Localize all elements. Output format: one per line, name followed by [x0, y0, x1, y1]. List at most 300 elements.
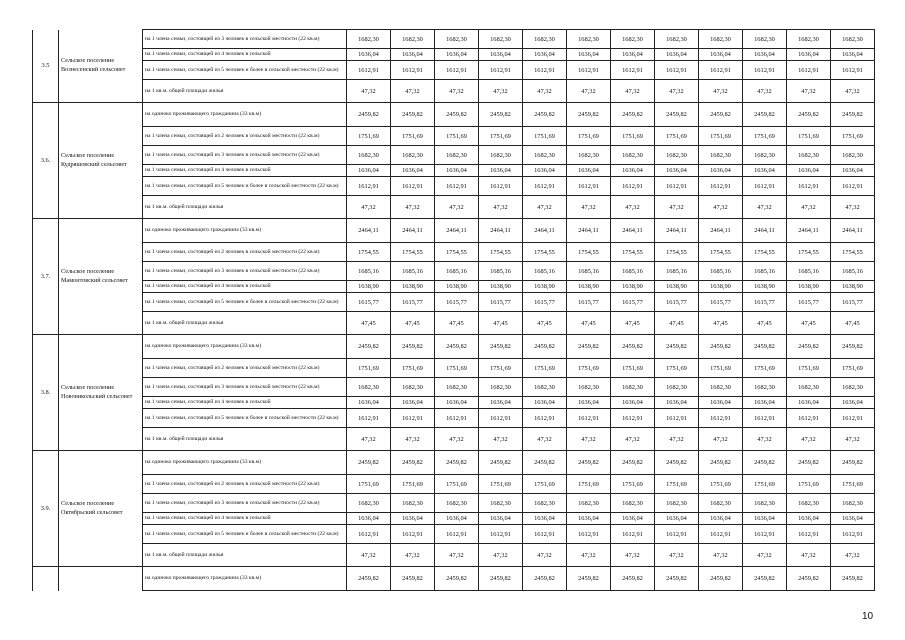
tariff-table — [32, 29, 875, 591]
rate-value: 47,32 — [787, 196, 831, 219]
row-label: на одиноко проживающего гражданина (33 кв.м) — [143, 103, 347, 127]
rate-value: 1754,55 — [743, 243, 787, 262]
rate-value: 1612,91 — [523, 61, 567, 80]
rate-value: 2464,11 — [611, 219, 655, 243]
rate-value: 47,32 — [699, 544, 743, 567]
rate-value: 1685,16 — [567, 262, 611, 281]
rate-value: 47,45 — [743, 312, 787, 335]
rate-value: 47,32 — [787, 428, 831, 451]
rate-value: 47,32 — [479, 196, 523, 219]
rate-value: 1685,16 — [479, 262, 523, 281]
row-label: на 1 члена семьи, состоящей из 2 человек в сельской местности (22 кв.м) — [143, 127, 347, 146]
rate-value: 47,32 — [655, 428, 699, 451]
rate-value: 2459,82 — [567, 451, 611, 475]
rate-value: 1638,90 — [479, 281, 523, 293]
row-label: на 1 члена семьи, состоящей из 5 человек и более в сельской местности (22 кв.м) — [143, 409, 347, 428]
rate-value: 1682,30 — [479, 378, 523, 397]
table-row — [33, 451, 875, 475]
rate-value: 1751,69 — [391, 359, 435, 378]
row-label: на 1 члена семьи, состоящей из 4 человек в сельской — [143, 281, 347, 293]
rate-value: 1751,69 — [699, 127, 743, 146]
rate-value: 2459,82 — [831, 451, 875, 475]
rate-value: 1751,69 — [743, 127, 787, 146]
rate-value: 1636,04 — [787, 397, 831, 409]
row-label: на 1 члена семьи, состоящей из 5 человек и более в сельской местности (22 кв.м) — [143, 525, 347, 544]
rate-value: 1615,77 — [787, 293, 831, 312]
rate-value: 1685,16 — [699, 262, 743, 281]
rate-value: 1612,91 — [391, 525, 435, 544]
rate-value: 1751,69 — [787, 127, 831, 146]
rate-value: 1636,04 — [699, 513, 743, 525]
rate-value: 2459,82 — [787, 567, 831, 591]
rate-value: 1682,30 — [831, 494, 875, 513]
rate-value: 1615,77 — [435, 293, 479, 312]
rate-value: 1638,90 — [743, 281, 787, 293]
rate-value: 47,32 — [611, 80, 655, 103]
rate-value: 1682,30 — [567, 30, 611, 49]
rate-value: 47,32 — [479, 428, 523, 451]
rate-value: 1682,30 — [523, 146, 567, 165]
rate-value: 1636,04 — [699, 49, 743, 61]
row-label: на 1 кв.м. общей площади жилья — [143, 312, 347, 335]
rate-value: 1682,30 — [611, 494, 655, 513]
rate-value: 47,32 — [831, 428, 875, 451]
rate-value: 47,32 — [655, 196, 699, 219]
rate-value: 1612,91 — [655, 409, 699, 428]
rate-value: 1636,04 — [435, 165, 479, 177]
rate-value: 47,32 — [831, 544, 875, 567]
rate-value: 47,32 — [699, 196, 743, 219]
row-label: на 1 члена семьи, состоящей из 4 человек в сельской — [143, 513, 347, 525]
rate-value: 1636,04 — [831, 165, 875, 177]
rate-value: 47,32 — [743, 544, 787, 567]
settlement-name: Сельское поселение Вознесенский сельсовет — [59, 30, 143, 103]
row-label: на 1 члена семьи, состоящей из 5 человек и более в сельской местности (22 кв.м) — [143, 61, 347, 80]
rate-value: 47,32 — [347, 544, 391, 567]
rate-value: 1636,04 — [655, 513, 699, 525]
table-row — [33, 61, 875, 80]
rate-value: 2459,82 — [787, 103, 831, 127]
row-label: на 1 кв.м. общей площади жилья — [143, 80, 347, 103]
rate-value: 1685,16 — [787, 262, 831, 281]
rate-value: 1751,69 — [479, 475, 523, 494]
rate-value: 47,32 — [347, 428, 391, 451]
rate-value: 47,32 — [743, 428, 787, 451]
rate-value: 2459,82 — [523, 451, 567, 475]
rate-value: 1751,69 — [831, 127, 875, 146]
rate-value: 1751,69 — [523, 127, 567, 146]
rate-value: 1751,69 — [743, 475, 787, 494]
rate-value: 1751,69 — [435, 359, 479, 378]
rate-value: 1612,91 — [567, 409, 611, 428]
rate-value: 1682,30 — [391, 30, 435, 49]
rate-value: 2459,82 — [655, 103, 699, 127]
table-row — [33, 428, 875, 451]
rate-value: 2459,82 — [743, 451, 787, 475]
rate-value: 2459,82 — [479, 567, 523, 591]
rate-value: 1682,30 — [523, 378, 567, 397]
rate-value: 1615,77 — [479, 293, 523, 312]
row-label: на 1 члена семьи, состоящей из 3 человек в сельской местности (22 кв.м) — [143, 262, 347, 281]
row-label: на 1 члена семьи, состоящей из 2 человек в сельской местности (22 кв.м) — [143, 359, 347, 378]
rate-value: 47,32 — [567, 80, 611, 103]
row-label: на 1 члена семьи, состоящей из 2 человек в сельской местности (22 кв.м) — [143, 243, 347, 262]
rate-value: 47,32 — [655, 80, 699, 103]
rate-value: 2459,82 — [743, 567, 787, 591]
rate-value: 47,32 — [831, 80, 875, 103]
rate-value: 2459,82 — [787, 335, 831, 359]
rate-value: 2459,82 — [567, 335, 611, 359]
table-row — [33, 359, 875, 378]
rate-value: 1636,04 — [787, 49, 831, 61]
rate-value: 1612,91 — [743, 61, 787, 80]
rate-value: 1612,91 — [831, 61, 875, 80]
rate-value: 1754,55 — [831, 243, 875, 262]
rate-value: 1682,30 — [743, 494, 787, 513]
table-row — [33, 196, 875, 219]
rate-value: 1685,16 — [831, 262, 875, 281]
rate-value: 1751,69 — [787, 475, 831, 494]
rate-value: 1638,90 — [567, 281, 611, 293]
section-number: 3.5 — [33, 30, 59, 103]
rate-value: 1685,16 — [743, 262, 787, 281]
row-label: на 1 члена семьи, состоящей из 3 человек в сельской местности (22 кв.м) — [143, 30, 347, 49]
rate-value: 1612,91 — [391, 61, 435, 80]
rate-value: 47,32 — [787, 544, 831, 567]
rate-value: 1612,91 — [699, 409, 743, 428]
table-row — [33, 103, 875, 127]
rate-value: 1638,90 — [655, 281, 699, 293]
row-label: на 1 кв.м. общей площади жилья — [143, 428, 347, 451]
rate-value: 1751,69 — [655, 127, 699, 146]
rate-value: 47,32 — [435, 544, 479, 567]
row-label: на 1 члена семьи, состоящей из 5 человек и более в сельской местности (22 кв.м) — [143, 293, 347, 312]
rate-value: 1638,90 — [611, 281, 655, 293]
rate-value: 47,32 — [743, 80, 787, 103]
rate-value: 1612,91 — [699, 177, 743, 196]
rate-value: 2464,11 — [567, 219, 611, 243]
rate-value: 47,32 — [567, 428, 611, 451]
rate-value: 1636,04 — [347, 165, 391, 177]
rate-value: 2459,82 — [435, 451, 479, 475]
rate-value: 2459,82 — [611, 567, 655, 591]
rate-value: 1754,55 — [655, 243, 699, 262]
rate-value: 1682,30 — [435, 146, 479, 165]
rate-value: 1682,30 — [479, 146, 523, 165]
rate-value: 1615,77 — [699, 293, 743, 312]
rate-value: 47,32 — [479, 544, 523, 567]
rate-value: 1636,04 — [347, 397, 391, 409]
rate-value: 1612,91 — [435, 409, 479, 428]
rate-value: 1682,30 — [655, 494, 699, 513]
rate-value: 1612,91 — [391, 177, 435, 196]
table-row — [33, 335, 875, 359]
row-label: на 1 члена семьи, состоящей из 2 человек в сельской местности (22 кв.м) — [143, 475, 347, 494]
rate-value: 47,32 — [655, 544, 699, 567]
rate-value: 1682,30 — [611, 146, 655, 165]
rate-value: 1682,30 — [699, 378, 743, 397]
rate-value: 1751,69 — [699, 475, 743, 494]
settlement-name: Сельское поселение Октябрьский сельсовет — [59, 451, 143, 567]
rate-value: 1682,30 — [743, 146, 787, 165]
rate-value: 1682,30 — [567, 146, 611, 165]
rate-value: 1751,69 — [567, 127, 611, 146]
table-row — [33, 544, 875, 567]
rate-value: 1682,30 — [567, 378, 611, 397]
rate-value: 1636,04 — [787, 513, 831, 525]
rate-value: 2459,82 — [347, 567, 391, 591]
rate-value: 1682,30 — [347, 146, 391, 165]
rate-value: 2459,82 — [611, 451, 655, 475]
row-label: на 1 члена семьи, состоящей из 3 человек в сельской местности (22 кв.м) — [143, 494, 347, 513]
table-row — [33, 146, 875, 165]
rate-value: 2459,82 — [435, 567, 479, 591]
rate-value: 1636,04 — [655, 397, 699, 409]
rate-value: 1682,30 — [787, 30, 831, 49]
rate-value: 2459,82 — [479, 103, 523, 127]
rate-value: 2459,82 — [347, 451, 391, 475]
rate-value: 47,32 — [391, 80, 435, 103]
row-label: на одиноко проживающего гражданина (33 кв.м) — [143, 219, 347, 243]
rate-value: 1612,91 — [611, 61, 655, 80]
rate-value: 1615,77 — [391, 293, 435, 312]
rate-value: 1612,91 — [347, 409, 391, 428]
table-row — [33, 30, 875, 49]
rate-value: 1751,69 — [567, 475, 611, 494]
rate-value: 1754,55 — [435, 243, 479, 262]
row-label: на 1 кв.м. общей площади жилья — [143, 544, 347, 567]
rate-value: 2459,82 — [699, 335, 743, 359]
rate-value: 1612,91 — [479, 409, 523, 428]
rate-value: 47,32 — [523, 544, 567, 567]
rate-value: 2464,11 — [523, 219, 567, 243]
rate-value: 47,32 — [435, 428, 479, 451]
rate-value: 1612,91 — [567, 525, 611, 544]
rate-value: 1682,30 — [567, 494, 611, 513]
rate-value: 1612,91 — [611, 177, 655, 196]
rate-value: 1636,04 — [699, 397, 743, 409]
rate-value: 2459,82 — [699, 451, 743, 475]
rate-value: 1612,91 — [743, 409, 787, 428]
rate-value: 1751,69 — [391, 475, 435, 494]
table-row — [33, 49, 875, 61]
rate-value: 47,32 — [787, 80, 831, 103]
rate-value: 47,32 — [567, 544, 611, 567]
rate-value: 2459,82 — [831, 103, 875, 127]
rate-value: 1682,30 — [655, 146, 699, 165]
rate-value: 1636,04 — [611, 165, 655, 177]
rate-value: 1682,30 — [435, 494, 479, 513]
table-row — [33, 378, 875, 397]
rate-value: 1612,91 — [479, 177, 523, 196]
rate-value: 47,32 — [743, 196, 787, 219]
rate-value: 2459,82 — [391, 103, 435, 127]
rate-value: 1682,30 — [435, 30, 479, 49]
row-label: на 1 кв.м. общей площади жилья — [143, 196, 347, 219]
rate-value: 1638,90 — [831, 281, 875, 293]
table-row — [33, 513, 875, 525]
rate-value: 2459,82 — [743, 103, 787, 127]
section-number: 3.7. — [33, 219, 59, 335]
rate-value: 1682,30 — [347, 378, 391, 397]
rate-value: 2464,11 — [787, 219, 831, 243]
rate-value: 1638,90 — [347, 281, 391, 293]
rate-value: 47,32 — [611, 428, 655, 451]
rate-value: 2459,82 — [391, 451, 435, 475]
row-label: на 1 члена семьи, состоящей из 5 человек и более в сельской местности (22 кв.м) — [143, 177, 347, 196]
rate-value: 1636,04 — [391, 513, 435, 525]
rate-value: 1638,90 — [787, 281, 831, 293]
rate-value: 1615,77 — [347, 293, 391, 312]
rate-value: 1636,04 — [567, 49, 611, 61]
rate-value: 1615,77 — [611, 293, 655, 312]
rate-value: 1636,04 — [743, 513, 787, 525]
rate-value: 1751,69 — [435, 475, 479, 494]
rate-value: 1636,04 — [567, 513, 611, 525]
rate-value: 1682,30 — [391, 378, 435, 397]
rate-value: 1612,91 — [655, 525, 699, 544]
rate-value: 1751,69 — [347, 127, 391, 146]
rate-value: 1636,04 — [699, 165, 743, 177]
rate-value: 1612,91 — [699, 525, 743, 544]
rate-value: 1682,30 — [391, 146, 435, 165]
table-row — [33, 262, 875, 281]
rate-value: 1615,77 — [567, 293, 611, 312]
rate-value: 1682,30 — [743, 378, 787, 397]
rate-value: 1754,55 — [391, 243, 435, 262]
rate-value: 47,45 — [699, 312, 743, 335]
row-label: на 1 члена семьи, состоящей из 4 человек в сельской — [143, 165, 347, 177]
rate-value: 1682,30 — [347, 30, 391, 49]
rate-value: 47,45 — [787, 312, 831, 335]
settlement-name: Сельское поселение Кудряшовский сельсовет — [59, 103, 143, 219]
rate-value: 2464,11 — [479, 219, 523, 243]
rate-value: 1615,77 — [523, 293, 567, 312]
rate-value: 1612,91 — [611, 525, 655, 544]
rate-value: 47,45 — [831, 312, 875, 335]
rate-value: 1612,91 — [831, 525, 875, 544]
rate-value: 2459,82 — [347, 103, 391, 127]
rate-value: 47,32 — [347, 80, 391, 103]
rate-value: 1612,91 — [435, 61, 479, 80]
rate-value: 2459,82 — [699, 567, 743, 591]
rate-value: 47,32 — [479, 80, 523, 103]
rate-value: 1636,04 — [479, 513, 523, 525]
rate-value: 1685,16 — [347, 262, 391, 281]
rate-value: 1612,91 — [699, 61, 743, 80]
rate-value: 1636,04 — [347, 49, 391, 61]
rate-value: 1612,91 — [743, 525, 787, 544]
rate-value: 2464,11 — [743, 219, 787, 243]
rate-value: 1682,30 — [831, 146, 875, 165]
rate-value: 1682,30 — [831, 378, 875, 397]
rate-value: 1682,30 — [523, 494, 567, 513]
rate-value: 1636,04 — [523, 397, 567, 409]
row-label: на 1 члена семьи, состоящей из 4 человек в сельской — [143, 397, 347, 409]
table-row — [33, 525, 875, 544]
settlement-name: Сельское поселение Мамонтовский сельсовет — [59, 219, 143, 335]
rate-value: 1636,04 — [831, 397, 875, 409]
rate-value: 1636,04 — [435, 513, 479, 525]
rate-value: 2464,11 — [391, 219, 435, 243]
rate-value: 1682,30 — [435, 378, 479, 397]
rate-value: 47,32 — [611, 196, 655, 219]
rate-value: 1636,04 — [523, 49, 567, 61]
rate-value: 1612,91 — [567, 61, 611, 80]
settlement-name — [59, 567, 143, 591]
rate-value: 47,32 — [611, 544, 655, 567]
rate-value: 2459,82 — [611, 103, 655, 127]
rate-value: 1751,69 — [655, 475, 699, 494]
rate-value: 1754,55 — [699, 243, 743, 262]
rate-value: 1682,30 — [787, 494, 831, 513]
rate-value: 1636,04 — [347, 513, 391, 525]
rate-value: 2459,82 — [655, 567, 699, 591]
rate-value: 2459,82 — [831, 335, 875, 359]
rate-value: 1612,91 — [611, 409, 655, 428]
row-label: на 1 члена семьи, состоящей из 3 человек в сельской местности (22 кв.м) — [143, 378, 347, 397]
table-row — [33, 177, 875, 196]
rate-value: 1682,30 — [347, 494, 391, 513]
table-row — [33, 127, 875, 146]
row-label: на 1 члена семьи, состоящей из 3 человек в сельской местности (22 кв.м) — [143, 146, 347, 165]
rate-value: 1612,91 — [523, 409, 567, 428]
rate-value: 1682,30 — [611, 378, 655, 397]
rate-value: 1612,91 — [787, 61, 831, 80]
rate-value: 1638,90 — [699, 281, 743, 293]
rate-value: 2459,82 — [435, 103, 479, 127]
section-number: 3.9. — [33, 451, 59, 567]
rate-value: 2464,11 — [347, 219, 391, 243]
rate-value: 1612,91 — [567, 177, 611, 196]
rate-value: 2459,82 — [523, 335, 567, 359]
rate-value: 47,32 — [523, 428, 567, 451]
rate-value: 1685,16 — [523, 262, 567, 281]
rate-value: 1636,04 — [743, 165, 787, 177]
rate-value: 2459,82 — [831, 567, 875, 591]
rate-value: 1751,69 — [655, 359, 699, 378]
rate-value: 47,45 — [435, 312, 479, 335]
rate-value: 1612,91 — [347, 525, 391, 544]
rate-value: 1682,30 — [699, 30, 743, 49]
rate-value: 1682,30 — [699, 146, 743, 165]
rate-value: 2459,82 — [523, 103, 567, 127]
rate-value: 1682,30 — [479, 494, 523, 513]
tariff-table-page — [32, 29, 875, 591]
rate-value: 1754,55 — [523, 243, 567, 262]
rate-value: 1751,69 — [611, 359, 655, 378]
settlement-name: Сельское поселение Новоникольский сельсовет — [59, 335, 143, 451]
rate-value: 1612,91 — [655, 177, 699, 196]
rate-value: 1636,04 — [479, 49, 523, 61]
table-row — [33, 293, 875, 312]
table-row — [33, 409, 875, 428]
rate-value: 1615,77 — [743, 293, 787, 312]
table-row — [33, 243, 875, 262]
rate-value: 47,32 — [391, 196, 435, 219]
rate-value: 1682,30 — [655, 378, 699, 397]
rate-value: 1636,04 — [435, 49, 479, 61]
row-label: на 1 члена семьи, состоящей из 4 человек в сельской — [143, 49, 347, 61]
table-row — [33, 219, 875, 243]
rate-value: 1636,04 — [743, 397, 787, 409]
rate-value: 1682,30 — [787, 146, 831, 165]
rate-value: 1612,91 — [787, 525, 831, 544]
rate-value: 1612,91 — [347, 177, 391, 196]
rate-value: 2459,82 — [391, 335, 435, 359]
rate-value: 1682,30 — [743, 30, 787, 49]
rate-value: 2464,11 — [655, 219, 699, 243]
